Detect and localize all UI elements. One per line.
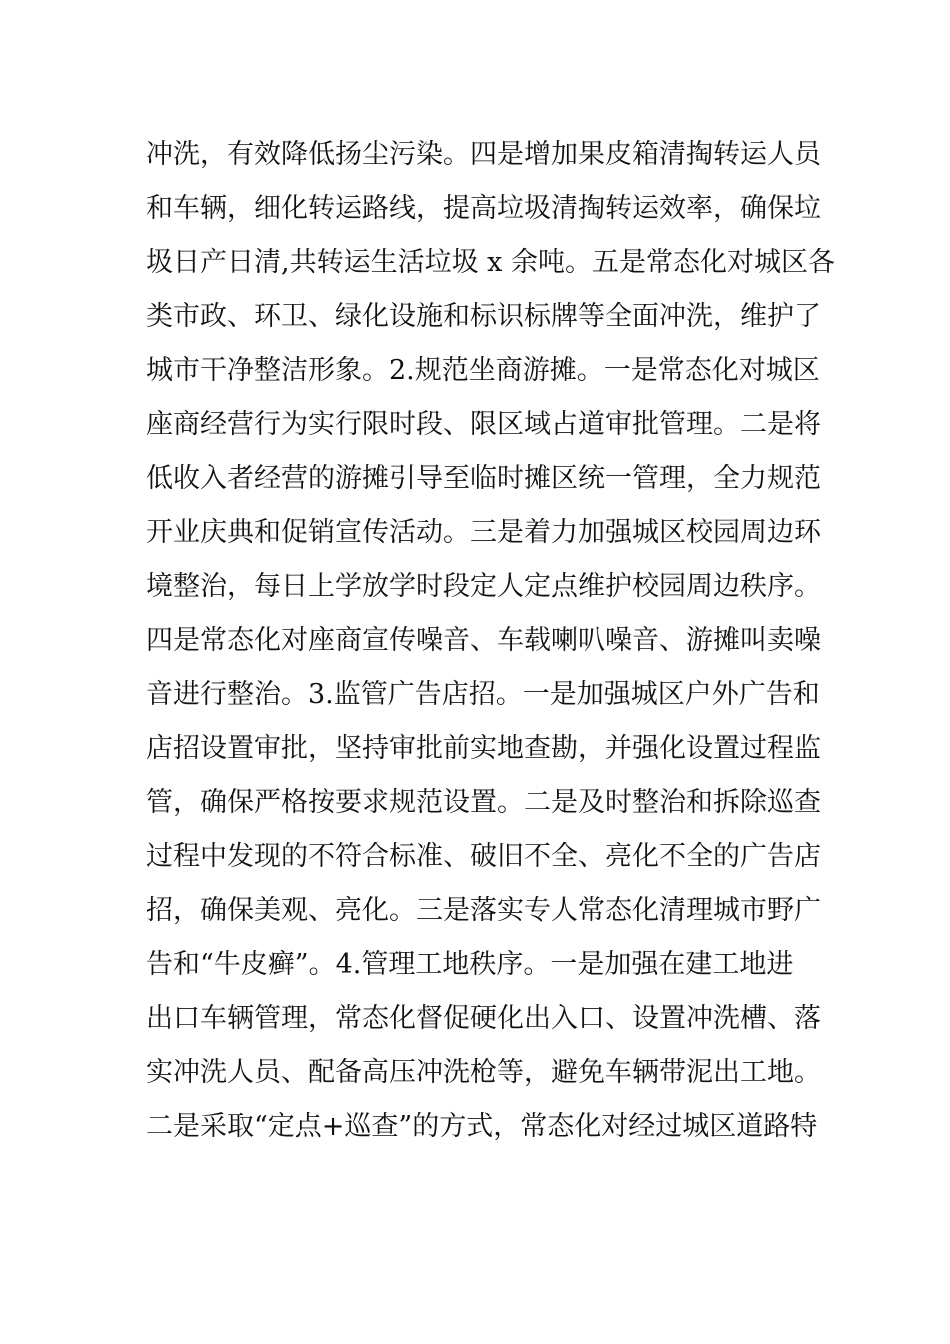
text-line-1: 冲洗，有效降低扬尘污染。四是增加果皮箱清掏转运人员 xyxy=(146,139,821,170)
text-line-2: 和车辆，细化转运路线，提高垃圾清掏转运效率，确保垃 xyxy=(146,193,821,224)
text-line-17: 出口车辆管理，常态化督促硬化出入口、设置冲洗槽、落 xyxy=(146,1003,821,1034)
text-line-15: 招，确保美观、亮化。三是落实专人常态化清理城市野广 xyxy=(146,895,821,926)
text-line-6: 座商经营行为实行限时段、限区域占道审批管理。二是将 xyxy=(146,409,821,440)
text-line-7: 低收入者经营的游摊引导至临时摊区统一管理，全力规范 xyxy=(146,463,821,494)
text-line-12: 店招设置审批，坚持审批前实地查勘，并强化设置过程监 xyxy=(146,733,821,764)
text-line-3: 圾日产日清,共转运生活垃圾 x 余吨。五是常态化对城区各 xyxy=(146,247,835,278)
text-line-9: 境整治，每日上学放学时段定人定点维护校园周边秩序。 xyxy=(146,571,821,602)
body-text xyxy=(146,128,835,1154)
text-line-11: 音进行整治。3.监管广告店招。一是加强城区户外广告和 xyxy=(146,679,820,710)
text-line-10: 四是常态化对座商宣传噪音、车载喇叭噪音、游摊叫卖噪 xyxy=(146,625,821,656)
text-line-16: 告和“牛皮癣”。4.管理工地秩序。一是加强在建工地进 xyxy=(146,949,794,980)
text-line-4: 类市政、环卫、绿化设施和标识标牌等全面冲洗，维护了 xyxy=(146,301,821,332)
text-line-14: 过程中发现的不符合标准、破旧不全、亮化不全的广告店 xyxy=(146,841,821,872)
text-line-5: 城市干净整洁形象。2.规范坐商游摊。一是常态化对城区 xyxy=(146,355,820,386)
text-line-13: 管，确保严格按要求规范设置。二是及时整治和拆除巡查 xyxy=(146,787,821,818)
text-line-8: 开业庆典和促销宣传活动。三是着力加强城区校园周边环 xyxy=(146,517,821,548)
text-line-18: 实冲洗人员、配备高压冲洗枪等，避免车辆带泥出工地。 xyxy=(146,1057,821,1088)
text-line-19: 二是采取“定点+巡查”的方式，常态化对经过城区道路特 xyxy=(146,1111,818,1142)
